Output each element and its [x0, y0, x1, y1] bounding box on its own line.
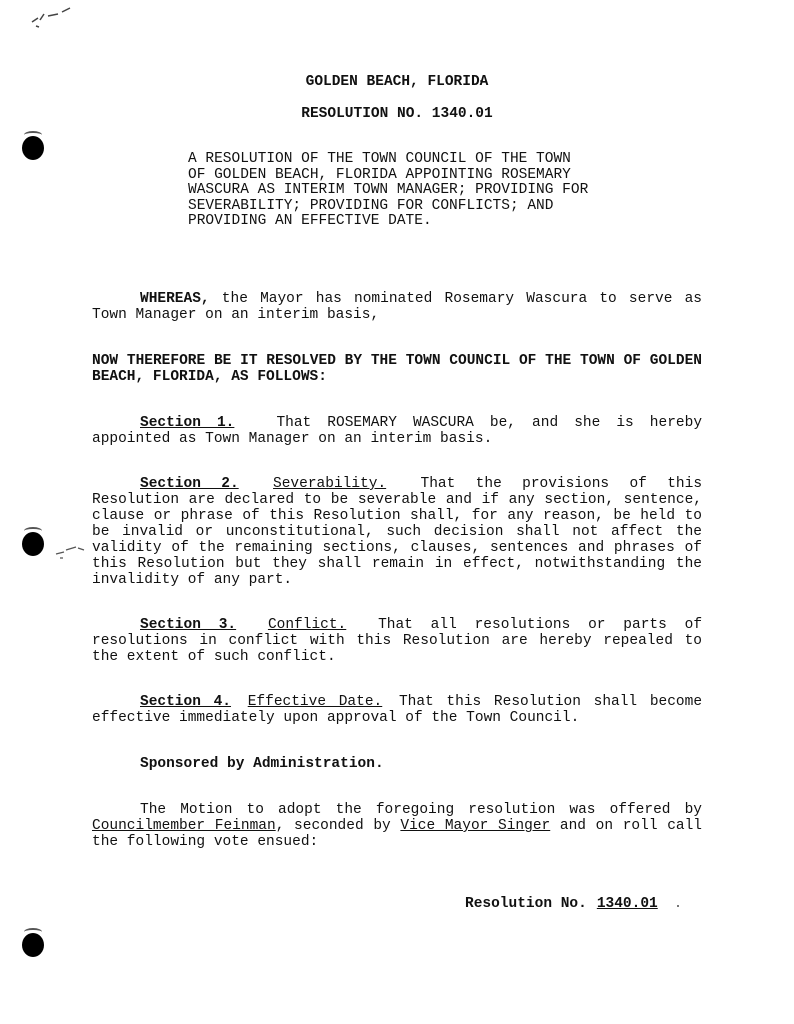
- resolution-summary: [188, 152, 618, 230]
- resolution-number-heading: RESOLUTION NO. 1340.01: [301, 106, 493, 122]
- section-1-heading: Section 1.: [140, 415, 235, 431]
- footer-number: 1340.01: [596, 896, 658, 912]
- section-4: [92, 694, 702, 726]
- motion-text-1: The Motion to adopt the foregoing resolution was offered by: [140, 802, 702, 818]
- whereas-text: the Mayor has nominated Rosemary Wascura to serve as Town Manager on an interim basis,: [92, 291, 702, 323]
- motion-text-2: , seconded by: [275, 818, 391, 834]
- motion-paragraph: [92, 802, 702, 850]
- section-3-title: Conflict.: [267, 617, 347, 633]
- motion-text-3: and on roll call the following vote ensued:: [92, 818, 702, 850]
- section-3-text: That all resolutions or parts of resolutions in conflict with this Resolution are hereby repealed to the extent of such conflict.: [92, 617, 703, 665]
- document-place-heading: GOLDEN BEACH, FLORIDA: [305, 74, 489, 90]
- resolved-clause: NOW THEREFORE BE IT RESOLVED BY THE TOWN COUNCIL OF THE TOWN OF GOLDEN BEACH, FLORIDA, AS FOLLOWS:: [92, 353, 702, 385]
- motion-mover: Councilmember Feinman: [92, 818, 276, 834]
- whereas-clause: [92, 291, 702, 323]
- summary-line: A RESOLUTION OF THE TOWN COUNCIL OF THE TOWN: [188, 151, 571, 167]
- section-4-heading: Section 4.: [140, 694, 232, 710]
- section-3-heading: Section 3.: [140, 617, 237, 633]
- motion-seconder: Vice Mayor Singer: [400, 818, 551, 834]
- section-1: [92, 415, 702, 447]
- scan-speck: [677, 905, 679, 907]
- summary-line: SEVERABILITY; PROVIDING FOR CONFLICTS; AND: [188, 197, 554, 214]
- scan-mark-margin: [54, 540, 88, 562]
- section-2-heading: Section 2.: [140, 476, 239, 492]
- summary-line: OF GOLDEN BEACH, FLORIDA APPOINTING ROSEMARY: [188, 166, 571, 183]
- section-2-text: That the provisions of this Resolution are declared to be severable and if any section, sentence, clause or phrase of this Resolution shall, for any reason, be held to be invalid or unconstitutional, such decision shall not affect the validity of the remaining sections, clauses, sentences and phrases of this Resolution but they shall remain in effect, notwithstanding the invalidity of any part.: [92, 476, 703, 588]
- section-4-text: That this Resolution shall become effective immediately upon approval of the Town Council.: [92, 694, 703, 726]
- sponsor-line: Sponsored by Administration.: [140, 756, 384, 772]
- section-2: [92, 476, 702, 588]
- binder-hole-top: [22, 136, 44, 160]
- footer-label: Resolution No.: [465, 896, 587, 912]
- section-4-title: Effective Date.: [247, 694, 383, 710]
- binder-hole-middle: [22, 532, 44, 556]
- binder-hole-bottom: [22, 933, 44, 957]
- summary-line: PROVIDING AN EFFECTIVE DATE.: [188, 213, 432, 229]
- section-2-title: Severability.: [273, 476, 387, 492]
- whereas-lead: WHEREAS,: [140, 291, 210, 307]
- footer-resolution-number: [465, 896, 658, 912]
- section-3: [92, 617, 702, 665]
- scan-smudge: [28, 4, 78, 30]
- summary-line: WASCURA AS INTERIM TOWN MANAGER; PROVIDING FOR: [188, 182, 589, 198]
- section-1-text: That ROSEMARY WASCURA be, and she is hereby appointed as Town Manager on an interim basis.: [92, 415, 703, 447]
